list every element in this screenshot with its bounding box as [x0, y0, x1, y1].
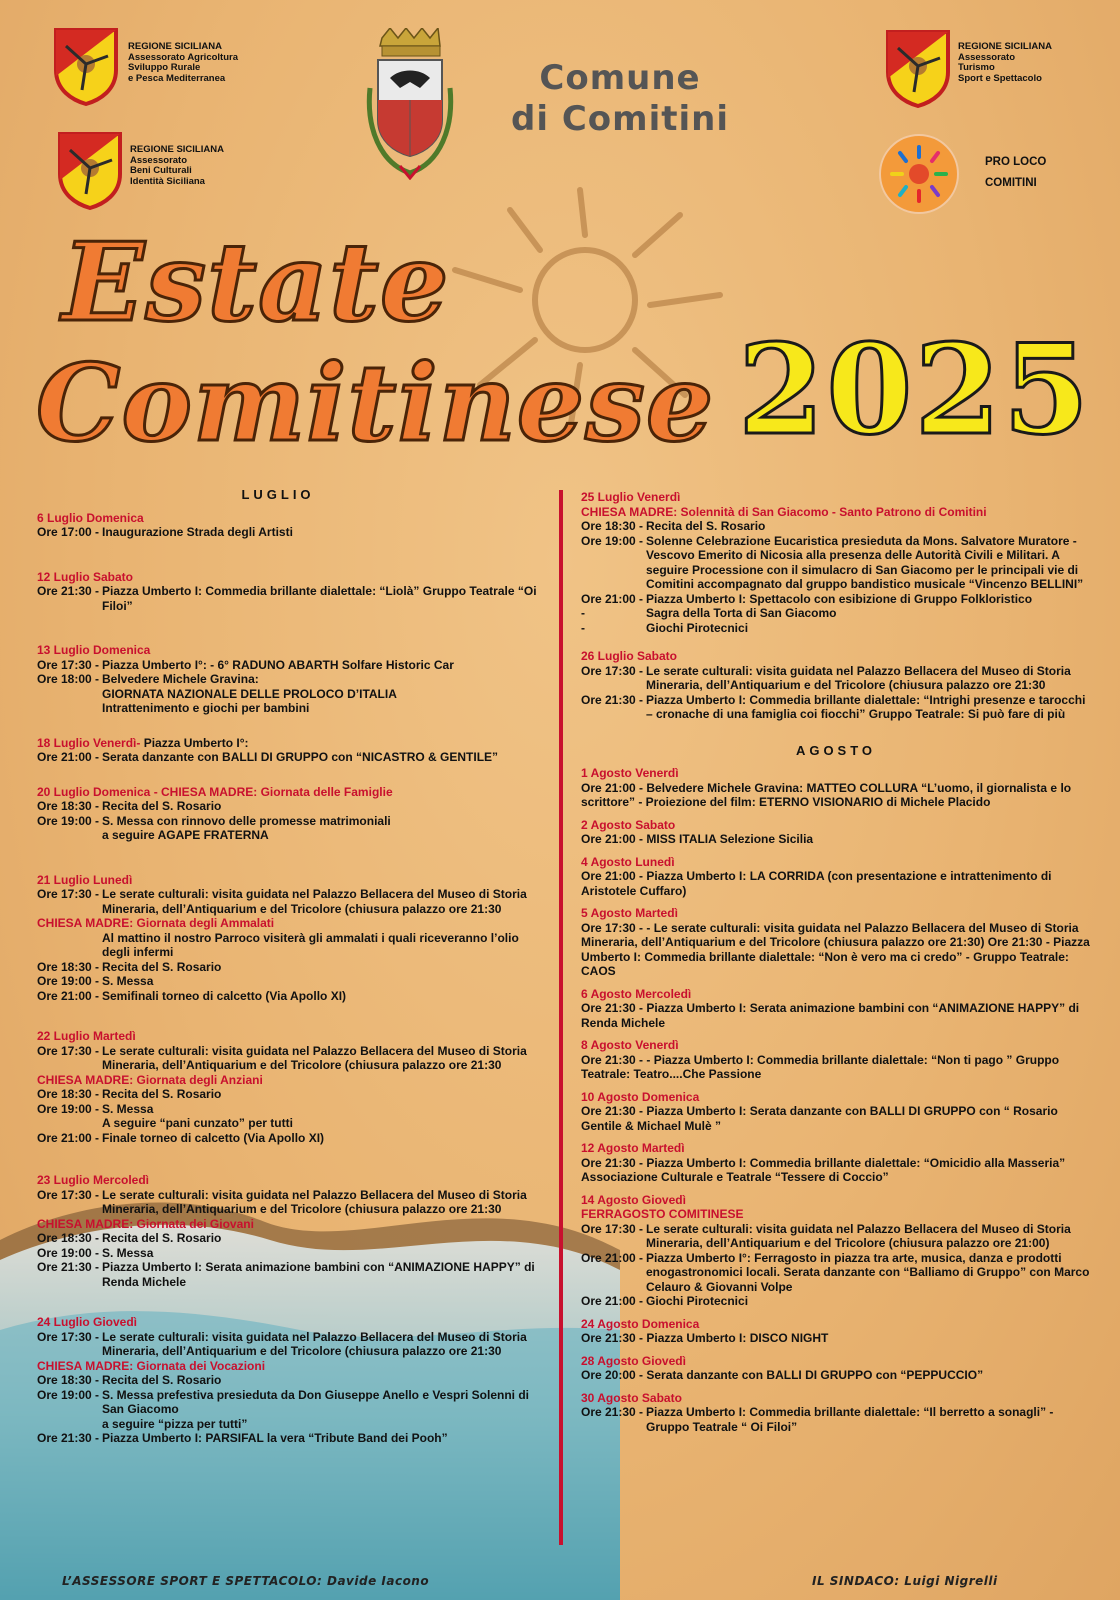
comune-line1: Comune: [539, 58, 701, 98]
event-line: [581, 1294, 1091, 1309]
event-time: Ore 21:30 -: [37, 584, 100, 598]
event-block: [581, 1090, 1091, 1134]
event-block: [581, 649, 1091, 722]
event-block: [581, 1193, 1091, 1309]
event-time: Ore 17:30 -: [37, 1187, 100, 1202]
event-date: 12 Luglio Sabato: [37, 569, 134, 584]
title-comitinese: Comitinese: [36, 340, 715, 465]
event-time: Ore 17:00 -: [37, 525, 100, 539]
event-date: 20 Luglio Domenica - CHIESA MADRE: Giornata delle Famiglie: [37, 784, 393, 799]
event-line: [581, 519, 1091, 534]
event-text: Giochi Pirotecnici: [646, 1294, 749, 1308]
comune-coat-of-arms-icon: [360, 28, 460, 180]
event-time: Ore 19:00 -: [37, 1245, 100, 1260]
event-date: 1 Agosto Venerdì: [581, 766, 679, 780]
event-block: [581, 490, 1091, 635]
trinacria-shield-icon: [52, 26, 120, 106]
event-line: [37, 750, 549, 765]
event-time: Ore 19:00 -: [37, 813, 100, 828]
event-date: 8 Agosto Venerdì: [581, 1038, 679, 1052]
event-time: Ore 21:30 -: [581, 1405, 644, 1419]
event-block: [37, 785, 549, 843]
event-subheading: CHIESA MADRE: Giornata degli Anziani: [37, 1072, 263, 1087]
event-line: [37, 1044, 549, 1073]
luglio-column: [37, 488, 549, 1446]
event-time: Ore 21:00 -: [37, 1130, 100, 1145]
event-line: [37, 1431, 549, 1446]
event-text: Recita del S. Rosario: [102, 1087, 222, 1101]
event-time: Ore 21:30 -: [37, 1260, 100, 1274]
right-column: [581, 490, 1091, 1434]
event-date-heading: [37, 511, 549, 526]
event-date-heading: [37, 736, 549, 751]
event-date-heading: [581, 987, 1091, 1002]
event-text: Ore 21:00 - Belvedere Michele Gravina: MATTEO COLLURA “L’uomo, il giornalista e lo scrittore” - Proiezione del film: ETERNO VISIONARIO di Michele Placido: [581, 780, 1072, 809]
event-time: Ore 17:30 -: [581, 1221, 644, 1236]
event-text: Le serate culturali: visita guidata nel Palazzo Bellacera del Museo di Storia Mineraria, dell’Antiquarium e del Tricolore (chiusura palazzo ore 21:30: [102, 1043, 527, 1072]
event-date-heading: [37, 570, 549, 585]
event-subheading: CHIESA MADRE: Giornata dei Vocazioni: [37, 1358, 266, 1373]
event-block: [581, 1317, 1091, 1346]
event-text: Le serate culturali: visita guidata nel Palazzo Bellacera del Museo di Storia Mineraria, dell’Antiquarium e del Tricolore (chiusura palazzo ore 21:30: [646, 663, 1071, 692]
event-line: [37, 799, 549, 814]
event-block: [581, 855, 1091, 899]
event-text: Inaugurazione Strada degli Artisti: [102, 525, 293, 539]
month-heading-agosto: AGOSTO: [795, 742, 877, 758]
event-date-heading: [581, 818, 1091, 833]
event-line: [37, 989, 549, 1004]
event-date-heading: [581, 490, 1091, 505]
event-date: 24 Luglio Giovedì: [37, 1315, 138, 1329]
event-date: 28 Agosto Giovedì: [581, 1353, 686, 1368]
event-text: Recita del S. Rosario: [102, 799, 222, 813]
event-text: Ore 21:30 - Piazza Umberto I: Serata animazione bambini con “ANIMAZIONE HAPPY” di Renda Michele: [581, 1001, 1080, 1030]
event-line: [37, 1087, 549, 1102]
event-date: 18 Luglio Venerdì-: [37, 735, 141, 750]
event-date-heading: [37, 785, 549, 800]
event-block: [37, 1315, 549, 1446]
event-line: [37, 1231, 549, 1246]
event-text: Intrattenimento e giochi per bambini: [102, 701, 310, 715]
logo-regione-beni-culturali: [56, 130, 124, 215]
event-block: [581, 1141, 1091, 1185]
event-text: Piazza Umberto I: Commedia brillante dialettale: “Il berretto a sonagli” - Gruppo Teatrale “ Oi Filoi”: [646, 1405, 1054, 1434]
event-line: [581, 664, 1091, 693]
event-text: Ore 21:30 - Piazza Umberto I: DISCO NIGHT: [581, 1331, 829, 1345]
event-date: 24 Agosto Domenica: [581, 1316, 700, 1331]
event-date-heading: [581, 1391, 1091, 1406]
event-time: Ore 21:00 -: [581, 591, 644, 606]
event-time: [37, 687, 102, 702]
event-date-heading: [37, 1173, 549, 1188]
event-block: [37, 511, 549, 540]
event-line: [581, 693, 1091, 722]
trinacria-shield-icon: [884, 28, 952, 108]
event-date-heading: [581, 1317, 1091, 1332]
event-line: [37, 701, 549, 716]
event-line: [37, 1373, 549, 1388]
event-time: Ore 17:30 -: [581, 663, 644, 678]
event-block: [37, 570, 549, 614]
event-line: [37, 1131, 549, 1146]
event-block: [37, 736, 549, 765]
event-text: Giochi Pirotecnici: [646, 620, 749, 635]
event-block: [37, 643, 549, 716]
event-text: Le serate culturali: visita guidata nel Palazzo Bellacera del Museo di Storia Mineraria, dell’Antiquarium e del Tricolore (chiusura palazzo ore 21:30: [102, 1187, 527, 1216]
event-text: Finale torneo di calcetto (Via Apollo XI): [102, 1130, 325, 1145]
title-year: 2025: [738, 318, 1092, 463]
event-text: Recita del S. Rosario: [102, 1231, 222, 1245]
proloco-sun-logo-icon: [878, 133, 960, 215]
event-text: Piazza Umberto I: PARSIFAL la vera “Tribute Band dei Pooh”: [102, 1431, 448, 1445]
event-line: [581, 621, 1091, 636]
event-line: [581, 534, 1091, 592]
event-text: GIORNATA NAZIONALE DELLE PROLOCO D’ITALIA: [102, 686, 397, 701]
event-time: Ore 21:00 -: [37, 988, 100, 1003]
event-text: a seguire “pizza per tutti”: [102, 1416, 248, 1431]
agosto-events: [581, 766, 1091, 1434]
event-line: [37, 1388, 549, 1417]
event-date: 25 Luglio Venerdì: [581, 490, 681, 504]
event-line: [581, 606, 1091, 621]
event-text: Le serate culturali: visita guidata nel Palazzo Bellacera del Museo di Storia Mineraria, dell’Antiquarium e del Tricolore (chiusura palazzo ore 21:30: [102, 1329, 527, 1358]
event-date-heading: [581, 1354, 1091, 1369]
event-subheading: CHIESA MADRE: Giornata degli Ammalati: [37, 916, 275, 930]
event-date: 5 Agosto Martedì: [581, 906, 678, 920]
event-date: 21 Luglio Lunedì: [37, 872, 133, 887]
event-date-heading: [581, 855, 1091, 870]
event-text: Recita del S. Rosario: [102, 959, 222, 974]
event-block: [581, 906, 1091, 979]
event-line: [37, 687, 549, 702]
event-time: Ore 21:00 -: [37, 750, 100, 764]
event-text: Belvedere Michele Gravina:: [102, 672, 259, 686]
event-text: S. Messa: [102, 1101, 154, 1116]
event-time: -: [581, 606, 585, 620]
logo-regione-turismo: [884, 28, 952, 113]
event-text: Piazza Umberto I: Commedia brillante dialettale: “Intrighi presenze e tarocchi – cronache di una famiglia coi fiocchi” Gruppo Teatrale: Si può fare di più: [646, 692, 1086, 721]
event-time: Ore 19:00 -: [37, 974, 100, 988]
event-time: Ore 18:30 -: [37, 1087, 100, 1101]
event-line: [37, 658, 549, 673]
event-time: Ore 19:00 -: [37, 1387, 100, 1402]
comune-title: [480, 58, 760, 140]
event-line: [37, 960, 549, 975]
event-line: [581, 1222, 1091, 1251]
event-time: Ore 17:30 -: [37, 1329, 100, 1344]
luglio-continued: [581, 490, 1091, 722]
event-date: 13 Luglio Domenica: [37, 643, 151, 657]
event-time: [37, 931, 102, 960]
event-block: [37, 1029, 549, 1145]
event-text: Ore 21:30 - Piazza Umberto I: Commedia brillante dialettale: “Omicidio alla Masseria” Associazione Culturale e Teatrale “Tessere di Coccio”: [581, 1155, 1066, 1184]
event-block: [581, 987, 1091, 1031]
event-text: Ore 21:30 - Piazza Umberto I: Serata danzante con BALLI DI GRUPPO con “ Rosario Gentile & Michael Mulè ”: [581, 1104, 1058, 1133]
event-text: Ore 17:30 - - Le serate culturali: visita guidata nel Palazzo Bellacera del Museo di Storia Mineraria, dell’Antiquarium e del Tricolore (chiusura palazzo ore 21:30) Ore 21:30 - Piazza Umberto I: Commedia brillante dialettale: “Non è vero ma ci credo” - Gruppo Teatrale: CAOS: [581, 920, 1090, 978]
event-text: Recita del S. Rosario: [102, 1373, 222, 1387]
event-subheading: CHIESA MADRE: Giornata dei Giovani: [37, 1216, 254, 1231]
event-line: [581, 592, 1091, 607]
event-time: Ore 18:30 -: [581, 519, 644, 533]
event-line: [37, 828, 549, 843]
event-line: [37, 931, 549, 960]
event-date-heading: [581, 906, 1091, 921]
event-text: S. Messa: [102, 1245, 154, 1260]
event-time: Ore 19:00 -: [37, 1101, 100, 1116]
event-date-heading: [581, 766, 1091, 781]
event-date-heading: [581, 1193, 1091, 1208]
event-date-heading: [37, 643, 549, 658]
event-time: Ore 17:30 -: [37, 887, 100, 901]
event-date-heading: [37, 1029, 549, 1044]
event-date: 12 Agosto Martedì: [581, 1141, 685, 1155]
footer-assessore: L’ASSESSORE SPORT E SPETTACOLO: Davide Iacono: [62, 1574, 430, 1588]
event-time: [37, 1417, 102, 1432]
title-estate: Estate: [62, 220, 450, 346]
event-time: Ore 17:30 -: [37, 1043, 100, 1058]
event-line: [37, 1260, 549, 1289]
event-text: Piazza Umberto I°: - 6° RADUNO ABARTH Solfare Historic Car: [102, 657, 454, 672]
event-text: Piazza Umberto I: Spettacolo con esibizione di Gruppo Folkloristico: [646, 591, 1033, 606]
event-date: 23 Luglio Mercoledì: [37, 1173, 150, 1187]
event-line: [581, 1251, 1091, 1295]
event-line: [581, 1405, 1091, 1434]
event-time: Ore 19:00 -: [581, 533, 644, 548]
event-text: S. Messa prefestiva presieduta da Don Giuseppe Anello e Vespri Solenni di San Giacomo: [102, 1387, 530, 1416]
event-text: Ore 21:00 - MISS ITALIA Selezione Sicilia: [581, 832, 814, 846]
event-date: 6 Agosto Mercoledì: [581, 986, 692, 1001]
event-date-heading: [581, 1038, 1091, 1053]
event-line: [37, 1246, 549, 1261]
event-line: [37, 1330, 549, 1359]
event-line: [37, 1102, 549, 1117]
logo-regione-agricoltura: [52, 26, 120, 111]
logo-text-regione-turismo: REGIONE SICILIANA Assessorato Turismo Sport e Spettacolo: [958, 41, 1052, 84]
event-date: 14 Agosto Giovedì: [581, 1192, 686, 1207]
event-time: Ore 18:00 -: [37, 672, 100, 686]
logo-text-regione-beni: REGIONE SICILIANA Assessorato Beni Culturali Identità Siciliana: [130, 144, 224, 187]
event-venue: Piazza Umberto I°:: [140, 735, 249, 750]
event-text: Serata danzante con BALLI DI GRUPPO con “NICASTRO & GENTILE”: [102, 750, 499, 764]
event-line: [37, 974, 549, 989]
logo-text-regione-agricoltura: REGIONE SICILIANA Assessorato Agricoltura Sviluppo Rurale e Pesca Mediterranea: [128, 41, 238, 84]
comune-line2: di Comitini: [511, 99, 729, 139]
event-time: Ore 18:30 -: [37, 799, 100, 813]
event-line: [37, 584, 549, 613]
event-line: [37, 814, 549, 829]
event-date: 22 Luglio Martedì: [37, 1029, 136, 1043]
event-line: [37, 1188, 549, 1217]
logo-text-proloco: PRO LOCO COMITINI: [985, 156, 1047, 189]
event-text: Solenne Celebrazione Eucaristica presieduta da Mons. Salvatore Muratore - Vescovo Emerito di Nicosia alla presenza delle Autorità Civili e Militari. A seguire Processione con il simulacro di San Giacomo per le principali vie di Comitini accompagnato dal gruppo bandistico musicale “Vincenzo BELLINI”: [646, 533, 1084, 591]
month-heading-luglio: LUGLIO: [241, 487, 315, 502]
event-text: Ore 20:00 - Serata danzante con BALLI DI GRUPPO con “PEPPUCCIO”: [581, 1368, 984, 1382]
event-line: [37, 887, 549, 916]
event-block: [581, 1354, 1091, 1383]
footer-sindaco: IL SINDACO: Luigi Nigrelli: [812, 1574, 998, 1588]
event-text: Piazza Umberto I°: Ferragosto in piazza tra arte, musica, danza e prodotti enogastronomici locali. Serata danzante con “Balliamo di Gruppo” con Marco Celauro & Giovanni Volpe: [646, 1250, 1090, 1294]
event-date: 10 Agosto Domenica: [581, 1089, 700, 1104]
column-divider: [559, 490, 563, 1545]
event-time: [37, 828, 102, 843]
event-text: Le serate culturali: visita guidata nel Palazzo Bellacera del Museo di Storia Mineraria, dell’Antiquarium e del Tricolore (chiusura palazzo ore 21:30: [102, 887, 527, 916]
event-block: [581, 1038, 1091, 1082]
event-time: Ore 21:30 -: [37, 1431, 100, 1445]
event-line: [37, 1116, 549, 1131]
event-text: Piazza Umberto I: Commedia brillante dialettale: “Liolà” Gruppo Teatrale “Oi Filoi”: [102, 584, 537, 613]
event-time: Ore 18:30 -: [37, 1231, 100, 1245]
event-text: Sagra della Torta di San Giacomo: [646, 606, 837, 620]
event-text: A seguire “pani cunzato” per tutti: [102, 1116, 293, 1130]
event-line: [37, 1417, 549, 1432]
event-time: [37, 1116, 102, 1131]
event-text: Recita del S. Rosario: [646, 519, 766, 533]
event-time: Ore 21:00 -: [581, 1250, 644, 1265]
event-text: Piazza Umberto I: Serata animazione bambini con “ANIMAZIONE HAPPY” di Renda Michele: [102, 1260, 535, 1289]
event-date: 2 Agosto Sabato: [581, 817, 676, 832]
event-date-heading: [37, 873, 549, 888]
event-text: Semifinali torneo di calcetto (Via Apollo XI): [102, 988, 347, 1003]
event-text: Ore 21:00 - Piazza Umberto I: LA CORRIDA (con presentazione e intrattenimento di Aristotele Cuffaro): [581, 869, 1052, 898]
event-time: Ore 21:30 -: [581, 692, 644, 707]
event-date-heading: [581, 649, 1091, 664]
event-date-heading: [581, 1090, 1091, 1105]
event-time: Ore 18:30 -: [37, 959, 100, 974]
event-date-heading: [581, 1141, 1091, 1156]
event-text: Al mattino il nostro Parroco visiterà gli ammalati i quali riceveranno l’olio degli infermi: [102, 930, 519, 959]
event-time: Ore 21:00 -: [581, 1294, 644, 1308]
event-text: S. Messa: [102, 974, 154, 988]
event-date: 4 Agosto Lunedì: [581, 854, 675, 869]
event-date: 6 Luglio Domenica: [37, 510, 144, 525]
event-block: [581, 1391, 1091, 1435]
event-block: [37, 1173, 549, 1289]
event-time: -: [581, 620, 585, 635]
event-time: Ore 17:30 -: [37, 657, 100, 672]
event-block: [37, 873, 549, 1004]
event-subheading: FERRAGOSTO COMITINESE: [581, 1207, 744, 1221]
event-line: [37, 525, 549, 540]
event-time: [37, 701, 102, 716]
event-date-heading: [37, 1315, 549, 1330]
event-line: [37, 672, 549, 687]
event-time: Ore 18:30 -: [37, 1373, 100, 1387]
event-text: a seguire AGAPE FRATERNA: [102, 828, 269, 842]
event-date: 30 Agosto Sabato: [581, 1390, 682, 1405]
event-text: Le serate culturali: visita guidata nel Palazzo Bellacera del Museo di Storia Mineraria, dell’Antiquarium e del Tricolore (chiusura palazzo ore 21:00): [646, 1221, 1071, 1250]
event-date: 26 Luglio Sabato: [581, 649, 678, 663]
trinacria-shield-icon: [56, 130, 124, 210]
event-block: [581, 818, 1091, 847]
event-text: Ore 21:30 - - Piazza Umberto I: Commedia brillante dialettale: “Non ti pago ” Gruppo Teatrale: Teatro....Che Passione: [581, 1052, 1060, 1081]
event-text: S. Messa con rinnovo delle promesse matrimoniali: [102, 813, 391, 828]
event-subheading: CHIESA MADRE: Solennità di San Giacomo - Santo Patrono di Comitini: [581, 504, 987, 519]
event-block: [581, 766, 1091, 810]
